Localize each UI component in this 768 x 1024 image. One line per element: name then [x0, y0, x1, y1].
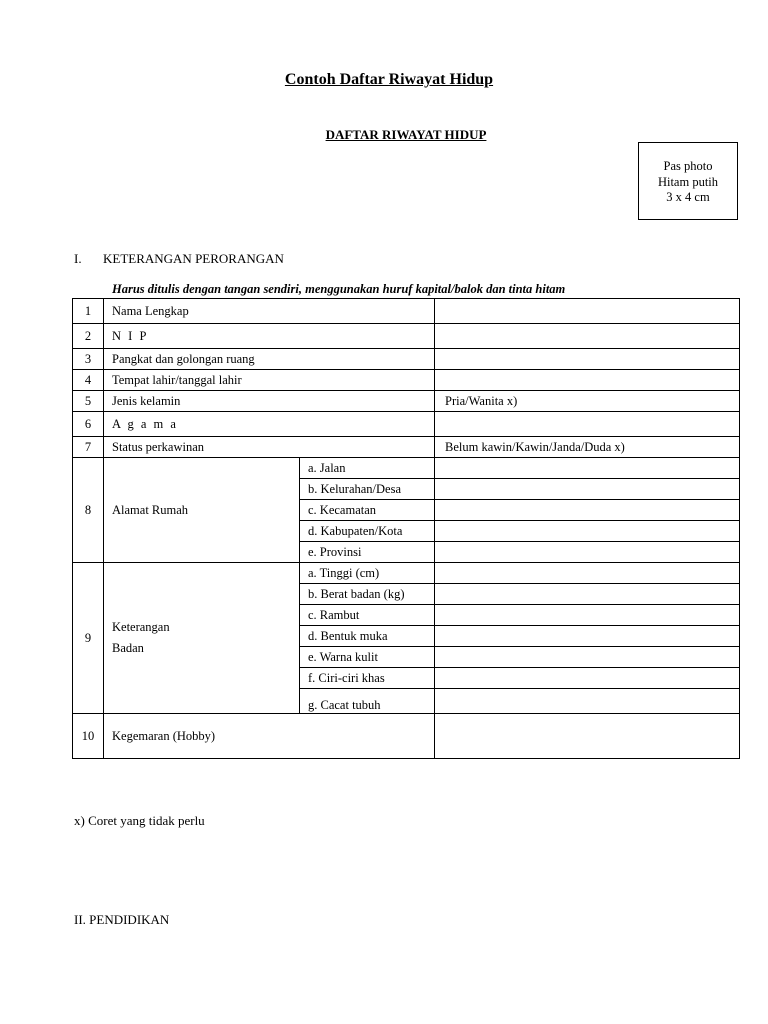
document-title: Contoh Daftar Riwayat Hidup — [284, 71, 494, 88]
row-label: A g a m a — [104, 412, 435, 437]
marital-status-field[interactable]: Belum kawin/Kawin/Janda/Duda x) — [435, 437, 740, 458]
row-number: 7 — [73, 437, 104, 458]
religion-field[interactable] — [435, 412, 740, 437]
row-number: 4 — [73, 370, 104, 391]
district-field[interactable] — [435, 500, 740, 521]
row-number: 8 — [73, 458, 104, 563]
table-row — [73, 563, 740, 584]
sub-label: f. Ciri-ciri khas — [300, 668, 435, 689]
village-field[interactable] — [435, 479, 740, 500]
table-row — [73, 412, 740, 437]
name-field[interactable] — [435, 299, 740, 324]
province-field[interactable] — [435, 542, 740, 563]
row-number: 2 — [73, 324, 104, 349]
weight-field[interactable] — [435, 584, 740, 605]
row-label: Nama Lengkap — [104, 299, 435, 324]
row-label: Pangkat dan golongan ruang — [104, 349, 435, 370]
section-1-number: I. — [74, 251, 82, 266]
instruction-text: Harus ditulis dengan tangan sendiri, menggunakan huruf kapital/balok dan tinta hitam — [112, 282, 566, 296]
row-number: 1 — [73, 299, 104, 324]
table-row — [73, 437, 740, 458]
sub-label: c. Rambut — [300, 605, 435, 626]
photo-box-line-3: 3 x 4 cm — [666, 190, 710, 204]
row-label: Kegemaran (Hobby) — [104, 714, 435, 759]
rank-field[interactable] — [435, 349, 740, 370]
row-number: 10 — [73, 714, 104, 759]
section-heading-2: II. PENDIDIKAN — [74, 912, 170, 927]
section-1-label: KETERANGAN PERORANGAN — [103, 251, 284, 266]
sub-label: a. Tinggi (cm) — [300, 563, 435, 584]
sub-label: a. Jalan — [300, 458, 435, 479]
gender-field[interactable]: Pria/Wanita x) — [435, 391, 740, 412]
nip-field[interactable] — [435, 324, 740, 349]
row-label — [104, 563, 300, 714]
sub-label: d. Bentuk muka — [300, 626, 435, 647]
regency-field[interactable] — [435, 521, 740, 542]
sub-label: b. Kelurahan/Desa — [300, 479, 435, 500]
sub-label: d. Kabupaten/Kota — [300, 521, 435, 542]
section-heading-1 — [74, 251, 284, 267]
row-label-line-1: Keterangan — [112, 620, 170, 634]
face-shape-field[interactable] — [435, 626, 740, 647]
distinguishing-marks-field[interactable] — [435, 668, 740, 689]
table-row — [73, 324, 740, 349]
sub-label: b. Berat badan (kg) — [300, 584, 435, 605]
row-number: 6 — [73, 412, 104, 437]
table-row — [73, 299, 740, 324]
row-label: Tempat lahir/tanggal lahir — [104, 370, 435, 391]
personal-info-table — [72, 298, 740, 759]
sub-label: g. Cacat tubuh — [300, 689, 435, 714]
photo-box-line-1: Pas photo — [663, 159, 713, 173]
hobby-field[interactable] — [435, 714, 740, 759]
table-row — [73, 391, 740, 412]
height-field[interactable] — [435, 563, 740, 584]
table-row — [73, 370, 740, 391]
disability-field[interactable] — [435, 689, 740, 714]
sub-label: e. Warna kulit — [300, 647, 435, 668]
row-number: 5 — [73, 391, 104, 412]
row-number: 3 — [73, 349, 104, 370]
skin-color-field[interactable] — [435, 647, 740, 668]
row-label: N I P — [104, 324, 435, 349]
street-field[interactable] — [435, 458, 740, 479]
form-title: DAFTAR RIWAYAT HIDUP — [325, 127, 487, 142]
row-label: Status perkawinan — [104, 437, 435, 458]
sub-label: e. Provinsi — [300, 542, 435, 563]
sub-label: c. Kecamatan — [300, 500, 435, 521]
row-label: Jenis kelamin — [104, 391, 435, 412]
row-label: Alamat Rumah — [104, 458, 300, 563]
photo-box-line-2: Hitam putih — [657, 174, 719, 189]
row-number: 9 — [73, 563, 104, 714]
photo-placeholder-box — [638, 142, 738, 220]
row-label-line-2: Badan — [112, 641, 144, 655]
birth-field[interactable] — [435, 370, 740, 391]
table-row — [73, 458, 740, 479]
footnote: x) Coret yang tidak perlu — [74, 813, 205, 828]
hair-field[interactable] — [435, 605, 740, 626]
table-row — [73, 714, 740, 759]
table-row — [73, 349, 740, 370]
